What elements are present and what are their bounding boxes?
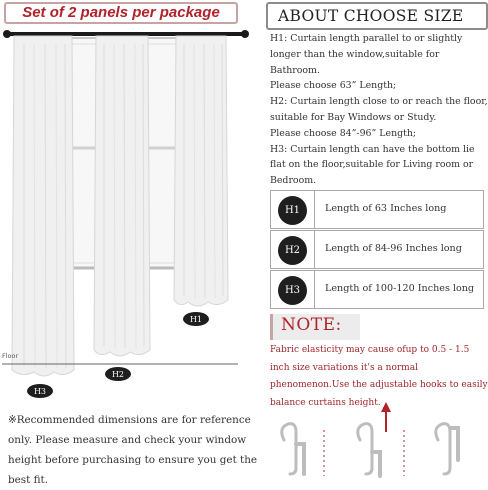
marker-h2-label: H2 bbox=[111, 370, 125, 379]
length-label-h3: Length of 100-120 Inches long bbox=[325, 283, 475, 294]
note-heading-box bbox=[270, 314, 360, 340]
curtain-panel-h1 bbox=[174, 36, 228, 306]
badge-h1: H1 bbox=[278, 196, 307, 225]
floor-label: Floor bbox=[2, 352, 19, 360]
row-divider bbox=[314, 191, 315, 228]
description-h1: H1: Curtain length parallel to or slightly longer than the window,suitable for Bathroom. bbox=[270, 33, 463, 76]
hook-illustrations bbox=[266, 400, 488, 479]
length-table bbox=[270, 190, 484, 310]
recommendation-note: ※Recommended dimensions are for reference only. Please measure and check your window height before purchasing to ensure you get the best fit. bbox=[8, 414, 258, 486]
description-h1-choice: Please choose 63” Length; bbox=[270, 80, 397, 92]
page-title: ABOUT CHOOSE SIZE bbox=[278, 7, 464, 25]
length-label-h2: Length of 84-96 Inches long bbox=[325, 243, 462, 254]
length-row-h2 bbox=[270, 230, 484, 269]
marker-h2 bbox=[105, 367, 131, 381]
note-title: NOTE: bbox=[281, 315, 342, 335]
curtain-scene bbox=[0, 24, 262, 404]
curtain-panel-h3 bbox=[12, 36, 74, 376]
size-descriptions bbox=[270, 31, 488, 205]
length-label-h1: Length of 63 Inches long bbox=[325, 203, 447, 214]
badge-h2: H2 bbox=[278, 236, 307, 265]
badge-h3: H3 bbox=[278, 276, 307, 305]
note-text: Fabric elasticity may cause ofup to 0.5 - 1.5 inch size variations it's a normal phenomenon.Use the adjustable hooks to easily balance curtains height. bbox=[270, 345, 488, 408]
description-h3: H3: Curtain length can have the bottom lie flat on the floor,suitable for Living room or Bedroom. bbox=[270, 143, 475, 187]
description-h2: H2: Curtain length close to or reach the floor, suitable for Bay Windows or Study. bbox=[270, 96, 488, 123]
hook-adjusting-icon bbox=[358, 424, 380, 476]
row-divider bbox=[314, 231, 315, 268]
arrow-up-icon bbox=[381, 402, 391, 432]
curtain-panel-h2 bbox=[94, 36, 150, 356]
hook-closed-icon bbox=[282, 424, 304, 474]
title-bar bbox=[266, 2, 488, 30]
marker-h1-label: H1 bbox=[189, 315, 203, 324]
marker-h3-label: H3 bbox=[33, 387, 47, 396]
hook-open-icon bbox=[436, 424, 458, 474]
description-h2-choice: Please choose 84”-96” Length; bbox=[270, 127, 417, 139]
length-row-h1 bbox=[270, 190, 484, 229]
length-row-h3 bbox=[270, 270, 484, 309]
row-divider bbox=[314, 271, 315, 308]
size-guide-panel bbox=[266, 0, 488, 479]
marker-h3 bbox=[27, 384, 53, 398]
marker-h1 bbox=[183, 312, 209, 326]
package-banner: Set of 2 panels per package bbox=[4, 2, 238, 24]
